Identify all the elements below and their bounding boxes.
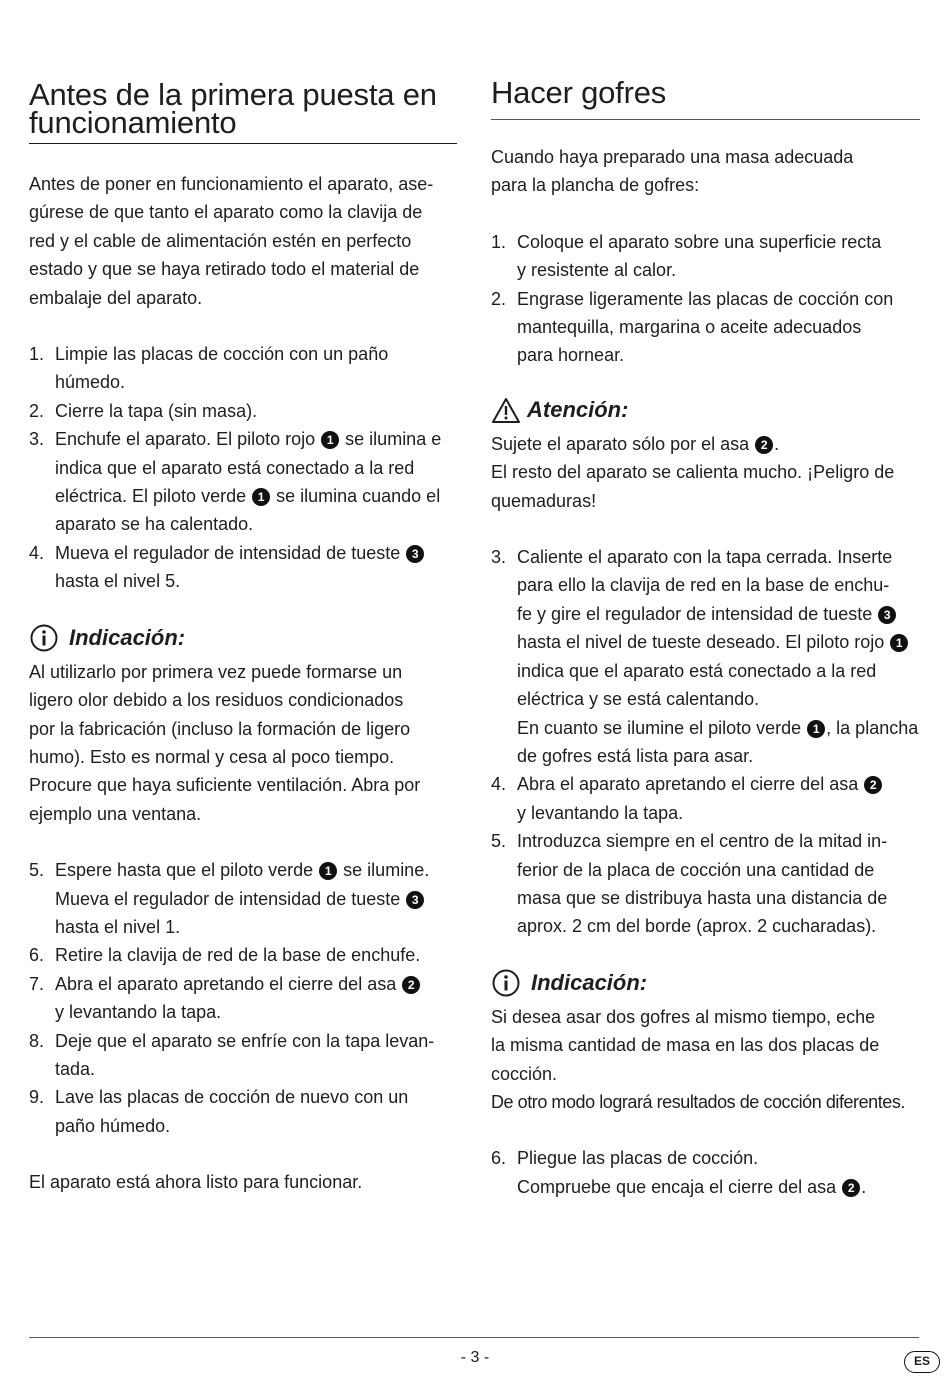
text-segment: y levantando la tapa.	[55, 1002, 222, 1023]
text-line	[517, 1144, 920, 1172]
step-number: 3.	[29, 429, 45, 450]
text-segment: Espere hasta que el piloto verde	[55, 860, 319, 881]
callout-number-badge: 1	[252, 488, 270, 506]
step-item	[29, 1027, 457, 1084]
note-text	[29, 658, 457, 828]
text-line	[517, 856, 920, 884]
step-text	[517, 543, 920, 770]
step-number: 4.	[491, 774, 507, 795]
text-segment: Compruebe que encaja el cierre del asa	[517, 1176, 842, 1197]
step-number: 3.	[491, 547, 507, 568]
text-segment: mantequilla, margarina o aceite adecuados	[517, 317, 862, 338]
warning-text	[491, 430, 920, 515]
callout-number-badge: 3	[406, 891, 424, 909]
note-text	[491, 1003, 920, 1117]
info-icon	[491, 968, 521, 998]
step-number: 1.	[491, 231, 507, 252]
text-line	[491, 458, 920, 486]
note-line: ligero olor debido a los residuos condicionados	[29, 690, 404, 711]
text-line	[55, 856, 457, 884]
left-column	[29, 74, 457, 1197]
note-title: Indicación:	[531, 969, 648, 995]
step-text	[517, 770, 920, 827]
text-segment: Abra el aparato apretando el cierre del asa	[517, 774, 864, 795]
step-text	[517, 285, 920, 370]
text-segment: En cuanto se ilumine el piloto verde	[517, 717, 807, 738]
text-segment: masa que se distribuya hasta una distancia de	[517, 887, 888, 908]
text-segment: eléctrica. El piloto verde	[55, 486, 252, 507]
note-line: por la fabricación (incluso la formación de ligero	[29, 718, 411, 739]
text-line	[55, 340, 457, 397]
text-segment: Abra el aparato apretando el cierre del asa	[55, 973, 402, 994]
steps-list	[491, 543, 920, 941]
text-line	[55, 941, 457, 969]
callout-number-badge: 2	[402, 976, 420, 994]
step-number: 4.	[29, 542, 45, 563]
text-segment: se ilumina cuando el	[271, 486, 441, 507]
note-line: Al utilizarlo por primera vez puede formarse un	[29, 661, 403, 682]
text-segment: y levantando la tapa.	[517, 802, 684, 823]
text-line	[517, 600, 920, 628]
note-line: cocción.	[491, 1063, 558, 1084]
intro-line: Cuando haya preparado una masa adecuada	[491, 147, 854, 167]
note-line: la misma cantidad de masa en las dos placas de	[491, 1035, 880, 1056]
text-segment: quemaduras!	[491, 490, 597, 511]
step-item	[29, 340, 457, 397]
section-title-waffles: Hacer gofres	[491, 74, 920, 120]
step-number: 6.	[491, 1148, 507, 1169]
step-text	[55, 970, 457, 1027]
text-line	[491, 430, 920, 458]
text-line	[517, 313, 920, 341]
steps-list	[29, 856, 457, 1140]
text-segment: aparato se ha calentado.	[55, 514, 254, 535]
intro-line: Antes de poner en funcionamiento el aparato, ase-	[29, 174, 434, 194]
step-number: 2.	[491, 288, 507, 309]
step-text	[55, 941, 457, 969]
warning-title: Atención:	[527, 396, 629, 422]
language-badge: ES	[904, 1351, 940, 1373]
callout-number-badge: 1	[807, 720, 825, 738]
callout-number-badge: 1	[321, 431, 339, 449]
text-segment: Retire la clavija de red de la base de enchufe.	[55, 945, 421, 966]
step-item	[491, 827, 920, 941]
text-segment: Limpie las placas de cocción con un paño húmedo.	[55, 344, 389, 393]
text-line	[517, 285, 920, 313]
text-segment: Cierre la tapa (sin masa).	[55, 400, 258, 421]
text-segment: eléctrica y se está calentando.	[517, 689, 760, 710]
note-line: humo). Esto es normal y cesa al poco tiempo.	[29, 746, 395, 767]
callout-number-badge: 2	[842, 1179, 860, 1197]
text-line	[55, 1112, 457, 1140]
text-segment: aprox. 2 cm del borde (aprox. 2 cucharadas).	[517, 916, 877, 937]
intro-line: estado y que se haya retirado todo el material de	[29, 259, 420, 280]
text-segment: ferior de la placa de cocción una cantidad de	[517, 859, 875, 880]
step-text	[55, 425, 457, 539]
intro-line: embalaje del aparato.	[29, 287, 203, 308]
text-segment: Caliente el aparato con la tapa cerrada. Inserte	[517, 547, 893, 568]
footer-divider	[29, 1337, 919, 1338]
intro-paragraph	[29, 170, 457, 312]
text-segment: El resto del aparato se calienta mucho. ¡Peligro de	[491, 462, 895, 483]
closing-text: El aparato está ahora listo para funcionar.	[29, 1172, 363, 1193]
text-line	[55, 1055, 457, 1083]
callout-number-badge: 2	[864, 776, 882, 794]
text-line	[55, 397, 457, 425]
text-line	[517, 714, 920, 742]
text-line	[517, 742, 920, 770]
step-text	[55, 397, 457, 425]
step-item	[29, 397, 457, 425]
text-segment: hasta el nivel 1.	[55, 916, 181, 937]
step-number: 5.	[491, 831, 507, 852]
step-text	[517, 827, 920, 941]
text-segment: fe y gire el regulador de intensidad de tueste	[517, 603, 878, 624]
text-line	[55, 539, 457, 567]
warning-line	[491, 458, 920, 486]
text-line	[491, 487, 920, 515]
step-item	[491, 543, 920, 770]
text-line	[55, 1083, 457, 1111]
text-line	[517, 770, 920, 798]
steps-list	[491, 1144, 920, 1201]
text-segment: Lave las placas de cocción de nuevo con un	[55, 1087, 409, 1108]
text-line	[55, 425, 457, 453]
text-line	[517, 884, 920, 912]
step-item	[29, 856, 457, 941]
text-line	[517, 827, 920, 855]
warning-header	[491, 390, 920, 430]
intro-line: red y el cable de alimentación estén en perfecto	[29, 230, 412, 251]
note-line: Si desea asar dos gofres al mismo tiempo, eche	[491, 1006, 876, 1027]
text-segment: .	[861, 1176, 867, 1197]
text-segment: paño húmedo.	[55, 1115, 171, 1136]
info-icon	[29, 623, 59, 653]
step-number: 2.	[29, 400, 45, 421]
note-line: De otro modo logrará resultados de cocción diferentes.	[491, 1091, 905, 1112]
text-line	[517, 228, 920, 256]
step-number: 8.	[29, 1030, 45, 1051]
step-item	[491, 228, 920, 285]
warning-line	[491, 487, 920, 515]
step-text	[55, 1083, 457, 1140]
note-line: Procure que haya suficiente ventilación. Abra por	[29, 775, 421, 796]
callout-number-badge: 3	[406, 545, 424, 563]
step-item	[29, 425, 457, 539]
text-line	[55, 454, 457, 482]
text-segment: Deje que el aparato se enfríe con la tapa levan-	[55, 1030, 435, 1051]
text-line	[517, 685, 920, 713]
text-line	[55, 482, 457, 510]
step-item	[29, 1083, 457, 1140]
text-line	[517, 799, 920, 827]
text-segment: se ilumina e	[340, 429, 442, 450]
intro-paragraph	[491, 143, 920, 200]
intro-line: gúrese de que tanto el aparato como la clavija de	[29, 202, 423, 223]
text-segment: y resistente al calor.	[517, 260, 677, 281]
step-text	[517, 228, 920, 285]
text-segment: Enchufe el aparato. El piloto rojo	[55, 429, 321, 450]
text-segment: Coloque el aparato sobre una superficie recta	[517, 231, 882, 252]
note-line: ejemplo una ventana.	[29, 803, 202, 824]
text-line	[55, 913, 457, 941]
warning-icon	[491, 396, 521, 424]
step-text	[55, 340, 457, 397]
callout-number-badge: 2	[755, 436, 773, 454]
step-item	[491, 770, 920, 827]
steps-list	[29, 340, 457, 596]
note-header	[491, 963, 920, 1003]
step-item	[29, 539, 457, 596]
text-segment: tada.	[55, 1058, 96, 1079]
text-segment: para hornear.	[517, 345, 625, 366]
text-segment: Mueva el regulador de intensidad de tueste	[55, 542, 406, 563]
text-segment: Mueva el regulador de intensidad de tueste	[55, 888, 406, 909]
callout-number-badge: 3	[878, 606, 896, 624]
title-line: Antes de la primera puesta en	[29, 77, 437, 112]
text-segment: Engrase ligeramente las placas de cocción con	[517, 288, 894, 309]
text-line	[517, 628, 920, 656]
text-segment: se ilumine.	[338, 860, 430, 881]
step-number: 9.	[29, 1087, 45, 1108]
text-line	[517, 657, 920, 685]
text-segment: Introduzca siempre en el centro de la mitad in-	[517, 831, 888, 852]
step-item	[491, 1144, 920, 1201]
callout-number-badge: 1	[890, 634, 908, 652]
text-line	[55, 567, 457, 595]
text-segment: , la plancha	[826, 717, 919, 738]
text-segment: para ello la clavija de red en la base de enchu-	[517, 575, 890, 596]
step-text	[55, 539, 457, 596]
text-line	[517, 1173, 920, 1201]
step-number: 6.	[29, 945, 45, 966]
text-line	[55, 970, 457, 998]
text-line	[55, 998, 457, 1026]
step-text	[55, 856, 457, 941]
text-segment: de gofres está lista para asar.	[517, 745, 754, 766]
text-segment: hasta el nivel 5.	[55, 571, 181, 592]
text-line	[517, 571, 920, 599]
text-line	[55, 510, 457, 538]
step-number: 7.	[29, 973, 45, 994]
step-text	[55, 1027, 457, 1084]
step-item	[29, 970, 457, 1027]
text-line	[517, 543, 920, 571]
section-title-first-use	[29, 74, 457, 144]
intro-line: para la plancha de gofres:	[491, 175, 700, 196]
note-title: Indicación:	[69, 624, 186, 650]
text-segment: Pliegue las placas de cocción.	[517, 1148, 759, 1169]
text-segment: Sujete el aparato sólo por el asa	[491, 433, 755, 454]
page-number: - 3 -	[460, 1349, 490, 1366]
step-text	[517, 1144, 920, 1201]
callout-number-badge: 1	[319, 862, 337, 880]
step-item	[491, 285, 920, 370]
text-segment: .	[774, 433, 780, 454]
text-segment: hasta el nivel de tueste deseado. El piloto rojo	[517, 632, 890, 653]
text-line	[517, 341, 920, 369]
right-column	[491, 74, 920, 1201]
warning-line	[491, 430, 920, 458]
title-line: funcionamiento	[29, 105, 237, 140]
text-line	[517, 912, 920, 940]
step-item	[29, 941, 457, 969]
text-segment: indica que el aparato está conectado a la red	[55, 457, 415, 478]
note-header	[29, 618, 457, 658]
steps-list	[491, 228, 920, 370]
text-line	[55, 1027, 457, 1055]
step-number: 5.	[29, 860, 45, 881]
step-number: 1.	[29, 344, 45, 365]
text-line	[517, 256, 920, 284]
text-segment: indica que el aparato está conectado a la red	[517, 660, 877, 681]
text-line	[55, 885, 457, 913]
